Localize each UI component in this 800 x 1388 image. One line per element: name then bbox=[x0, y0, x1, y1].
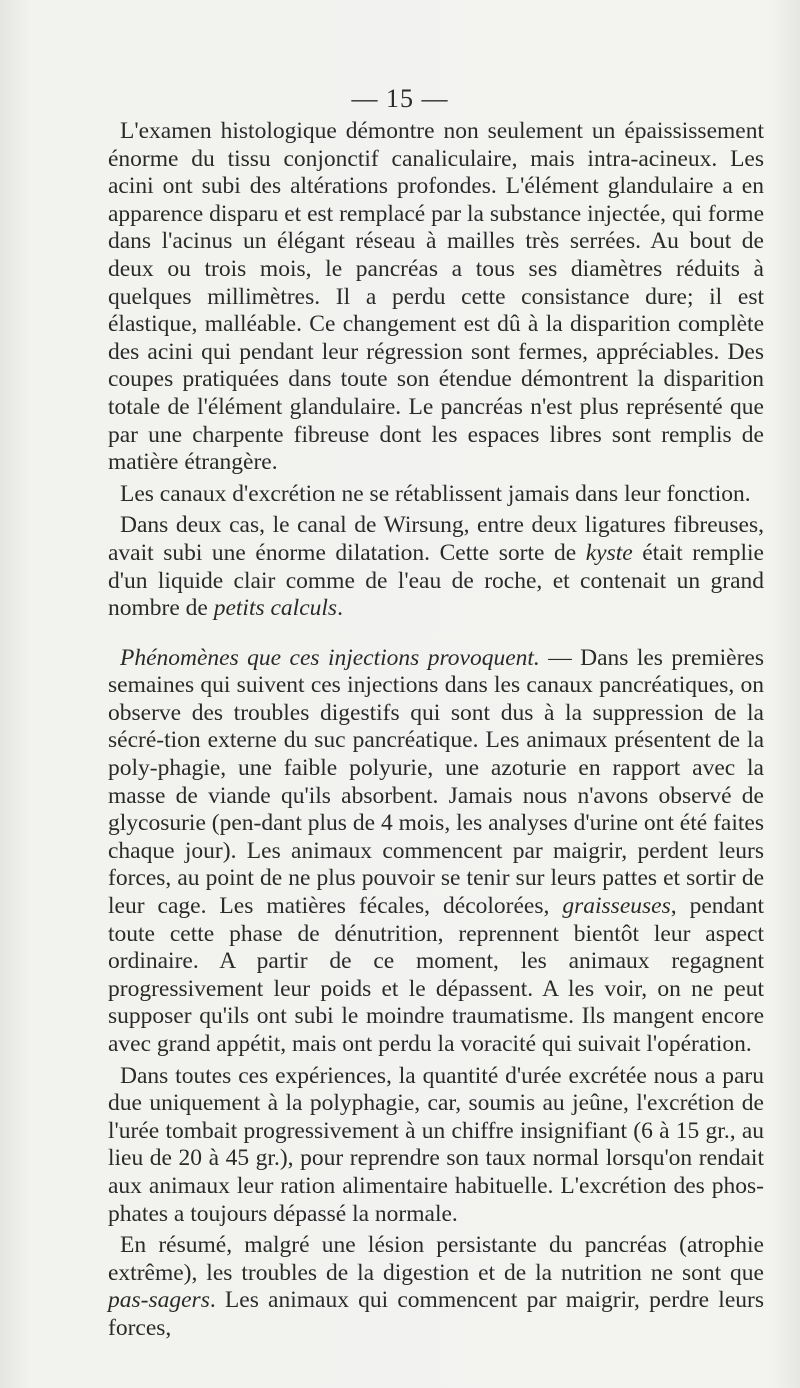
italic-term: pas-sagers bbox=[108, 1287, 210, 1314]
italic-term: graisseuses bbox=[562, 893, 671, 920]
italic-term: petits calculs bbox=[213, 595, 338, 622]
text-segment: était remplie d'un liquide clair comme de l'eau de roche, et contenait un grand nombre de bbox=[108, 539, 764, 622]
italic-term: kyste bbox=[585, 539, 633, 566]
paragraph-uree: Dans toutes ces expériences, la quantité d'urée excrétée nous a paru due uniquement à la polyphagie, car, soumis au jeûne, l'excrétion de l'urée tombait progressivement à un chiffre insignifiant (6 à 15 gr., au lieu de 20 à 45 gr.), pour reprendre son taux normal lorsqu'on rendait aux animaux leur ration alimentaire habituelle. L'excrétion des phos-phates a toujours dépassé la normale. bbox=[108, 1062, 764, 1227]
text-segment: , pendant toute cette phase de dénutrition, reprennent bientôt leur aspect ordinaire. A partir de ce moment, les animaux regagnent progressivement leur poids et le dépassent. A les voir, on ne peut supposer qu'ils ont subi le moindre traumatisme. Ils mangent encore avec grand appétit, mais ont perdu la voracité qui suivait l'opération. bbox=[108, 893, 764, 1057]
text-segment: . bbox=[337, 595, 343, 622]
paragraph-histology: L'examen histologique démontre non seulement un épaississement énorme du tissu conjonctif canaliculaire, mais intra-acineux. Les acini ont subi des altérations profondes. L'élément glandulaire a en apparence disparu et est remplacé par la substance injectée, qui forme dans l'acinus un élégant réseau à mailles très serrées. Au bout de deux ou trois mois, le pancréas a tous ses diamètres réduits à quelques millimètres. Il a perdu cette consistance dure; il est élastique, malléable. Ce changement est dû à la disparition complète des acini qui pendant leur régression sont fermes, appréciables. Des coupes pratiquées dans toute son étendue démontrent la disparition totale de l'élément glandulaire. Le pancréas n'est plus représenté que par une charpente fibreuse dont les espaces libres sont remplis de matière étrangère. bbox=[108, 118, 764, 476]
text-segment: Dans deux cas, le canal de Wirsung, entre deux ligatures fibreuses, avait subi une énorme dilatation. Cette sorte de bbox=[108, 512, 764, 566]
paragraph-wirsung-canal bbox=[108, 512, 764, 622]
text-segment: En résumé, malgré une lésion persistante du pancréas (atrophie extrême), les troubles de la digestion et de la nutrition ne sont que bbox=[108, 1232, 764, 1286]
paragraph-excretion-canals: Les canaux d'excrétion ne se rétablissent jamais dans leur fonction. bbox=[120, 480, 751, 507]
paragraph-resume bbox=[108, 1232, 764, 1342]
paragraph-phenomena bbox=[108, 645, 764, 1059]
text-segment: . Les animaux qui commencent par maigrir, perdre leurs forces, bbox=[108, 1287, 764, 1341]
body-text bbox=[108, 118, 764, 1343]
page-number: — 15 — bbox=[351, 84, 449, 113]
section-heading: Phénomènes que ces injections provoquent. bbox=[120, 644, 540, 671]
text-segment: — Dans les premières semaines qui suivent ces injections dans les canaux pancréatiques, on observe des troubles digestifs qui sont dus à la suppression de la sécré-tion externe du suc pancréatique. Les animaux présentent de la poly-phagie, une faible polyurie, une azoturie en rapport avec la masse de viande qu'ils absorbent. Jamais nous n'avons observé de glycosurie (pen-dant plus de 4 mois, les analyses d'urine ont été faites chaque jour). Les animaux commencent par maigrir, perdent leurs forces, au point de ne plus pouvoir se tenir sur leurs pattes et sortir de leur cage. Les matières fécales, décolorées, bbox=[108, 644, 764, 920]
